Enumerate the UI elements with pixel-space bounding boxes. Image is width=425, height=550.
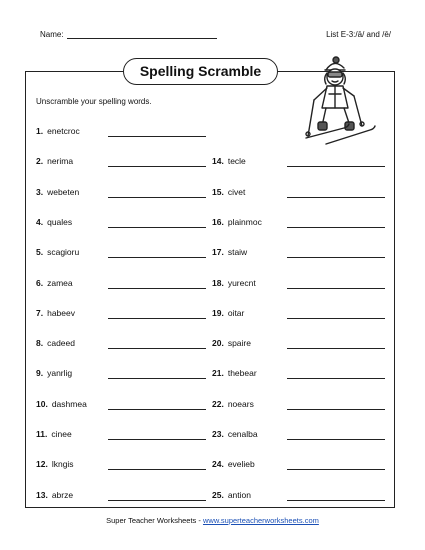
answer-line[interactable] [287,227,385,228]
item-number: 20. [212,338,224,349]
item-number: 2. [36,156,44,167]
answer-line[interactable] [108,318,206,319]
word-item [36,490,73,500]
word-item [212,368,257,378]
word-item [36,308,75,318]
item-number: 4. [36,216,44,227]
instructions: Unscramble your spelling words. [36,97,152,106]
word-item [36,187,79,197]
word-item [36,278,73,288]
item-number: 17. [212,247,224,258]
word-item [212,429,258,439]
word-item [212,399,254,409]
answer-line[interactable] [108,469,206,470]
word-item [36,156,73,166]
scrambled-word: antion [227,489,251,500]
scrambled-word: staiw [227,247,248,258]
word-item [36,368,72,378]
answer-line[interactable] [287,197,385,198]
answer-line[interactable] [287,439,385,440]
item-number: 14. [212,156,224,167]
word-item [212,247,247,257]
scrambled-word: zamea [47,277,73,288]
scrambled-word: tecle [227,156,246,167]
name-field-line[interactable] [67,38,217,39]
answer-line[interactable] [287,500,385,501]
scrambled-word: lkngis [51,459,74,470]
word-item [36,338,75,348]
item-number: 9. [36,368,44,379]
item-number: 6. [36,277,44,288]
name-label: Name: [40,30,64,39]
item-number: 12. [36,459,48,470]
scrambled-word: thebear [227,368,257,379]
item-number: 24. [212,459,224,470]
scrambled-word: cenalba [227,429,258,439]
scrambled-word: oitar [227,307,245,318]
answer-line[interactable] [108,378,206,379]
answer-line[interactable] [287,257,385,258]
item-number: 13. [36,489,48,500]
item-number: 11. [36,429,48,439]
scrambled-word: webeten [47,186,80,197]
list-label: List E-3:/ā/ and /ē/ [326,30,391,39]
word-item [212,156,246,166]
word-item [36,429,72,439]
answer-line[interactable] [108,500,206,501]
scrambled-word: yurecnt [227,277,256,288]
scrambled-word: spaire [227,338,251,349]
word-item [36,126,80,136]
item-number: 5. [36,247,44,258]
answer-line[interactable] [287,469,385,470]
page-title: Spelling Scramble [123,58,278,85]
answer-line[interactable] [287,348,385,349]
item-number: 25. [212,489,224,500]
scrambled-word: nerima [47,156,74,167]
word-item [212,338,251,348]
scrambled-word: evelieb [227,459,255,470]
scrambled-word: abrze [51,489,74,500]
scrambled-word: noears [227,398,254,409]
item-number: 10. [36,398,48,409]
word-item [212,278,256,288]
answer-line[interactable] [108,166,206,167]
answer-line[interactable] [108,409,206,410]
word-item [212,187,245,197]
answer-line[interactable] [108,227,206,228]
word-item [36,459,74,469]
footer-link[interactable]: www.superteacherworksheets.com [202,516,319,525]
item-number: 18. [212,277,224,288]
scrambled-word: plainmoc [227,216,262,227]
answer-line[interactable] [287,409,385,410]
item-number: 1. [36,126,44,136]
item-number: 21. [212,368,224,379]
scrambled-word: dashmea [51,398,87,409]
item-number: 19. [212,307,224,318]
scrambled-word: civet [227,186,246,197]
item-number: 22. [212,398,224,409]
answer-line[interactable] [287,378,385,379]
item-number: 3. [36,186,44,197]
word-item [36,217,72,227]
item-number: 7. [36,307,44,318]
answer-line[interactable] [108,288,206,289]
scrambled-word: quales [47,216,73,227]
answer-line[interactable] [108,136,206,137]
answer-line[interactable] [108,197,206,198]
scrambled-word: scagioru [47,247,80,258]
skier-illustration-icon [296,56,376,148]
word-item [36,247,79,257]
item-number: 16. [212,216,224,227]
item-number: 23. [212,429,224,439]
word-item [212,459,255,469]
item-number: 8. [36,338,44,349]
answer-line[interactable] [287,288,385,289]
scrambled-word: enetcroc [47,126,80,136]
footer-text: Super Teacher Worksheets - [106,516,203,525]
answer-line[interactable] [287,318,385,319]
scrambled-word: yanrlig [47,368,73,379]
answer-line[interactable] [108,257,206,258]
answer-line[interactable] [108,439,206,440]
answer-line[interactable] [108,348,206,349]
word-item [36,399,87,409]
scrambled-word: habeev [47,307,75,318]
footer [0,516,425,525]
scrambled-word: cinee [51,429,72,439]
item-number: 15. [212,186,224,197]
scrambled-word: cadeed [47,338,75,349]
word-item [212,490,251,500]
answer-line[interactable] [287,166,385,167]
word-item [212,217,262,227]
word-item [212,308,244,318]
